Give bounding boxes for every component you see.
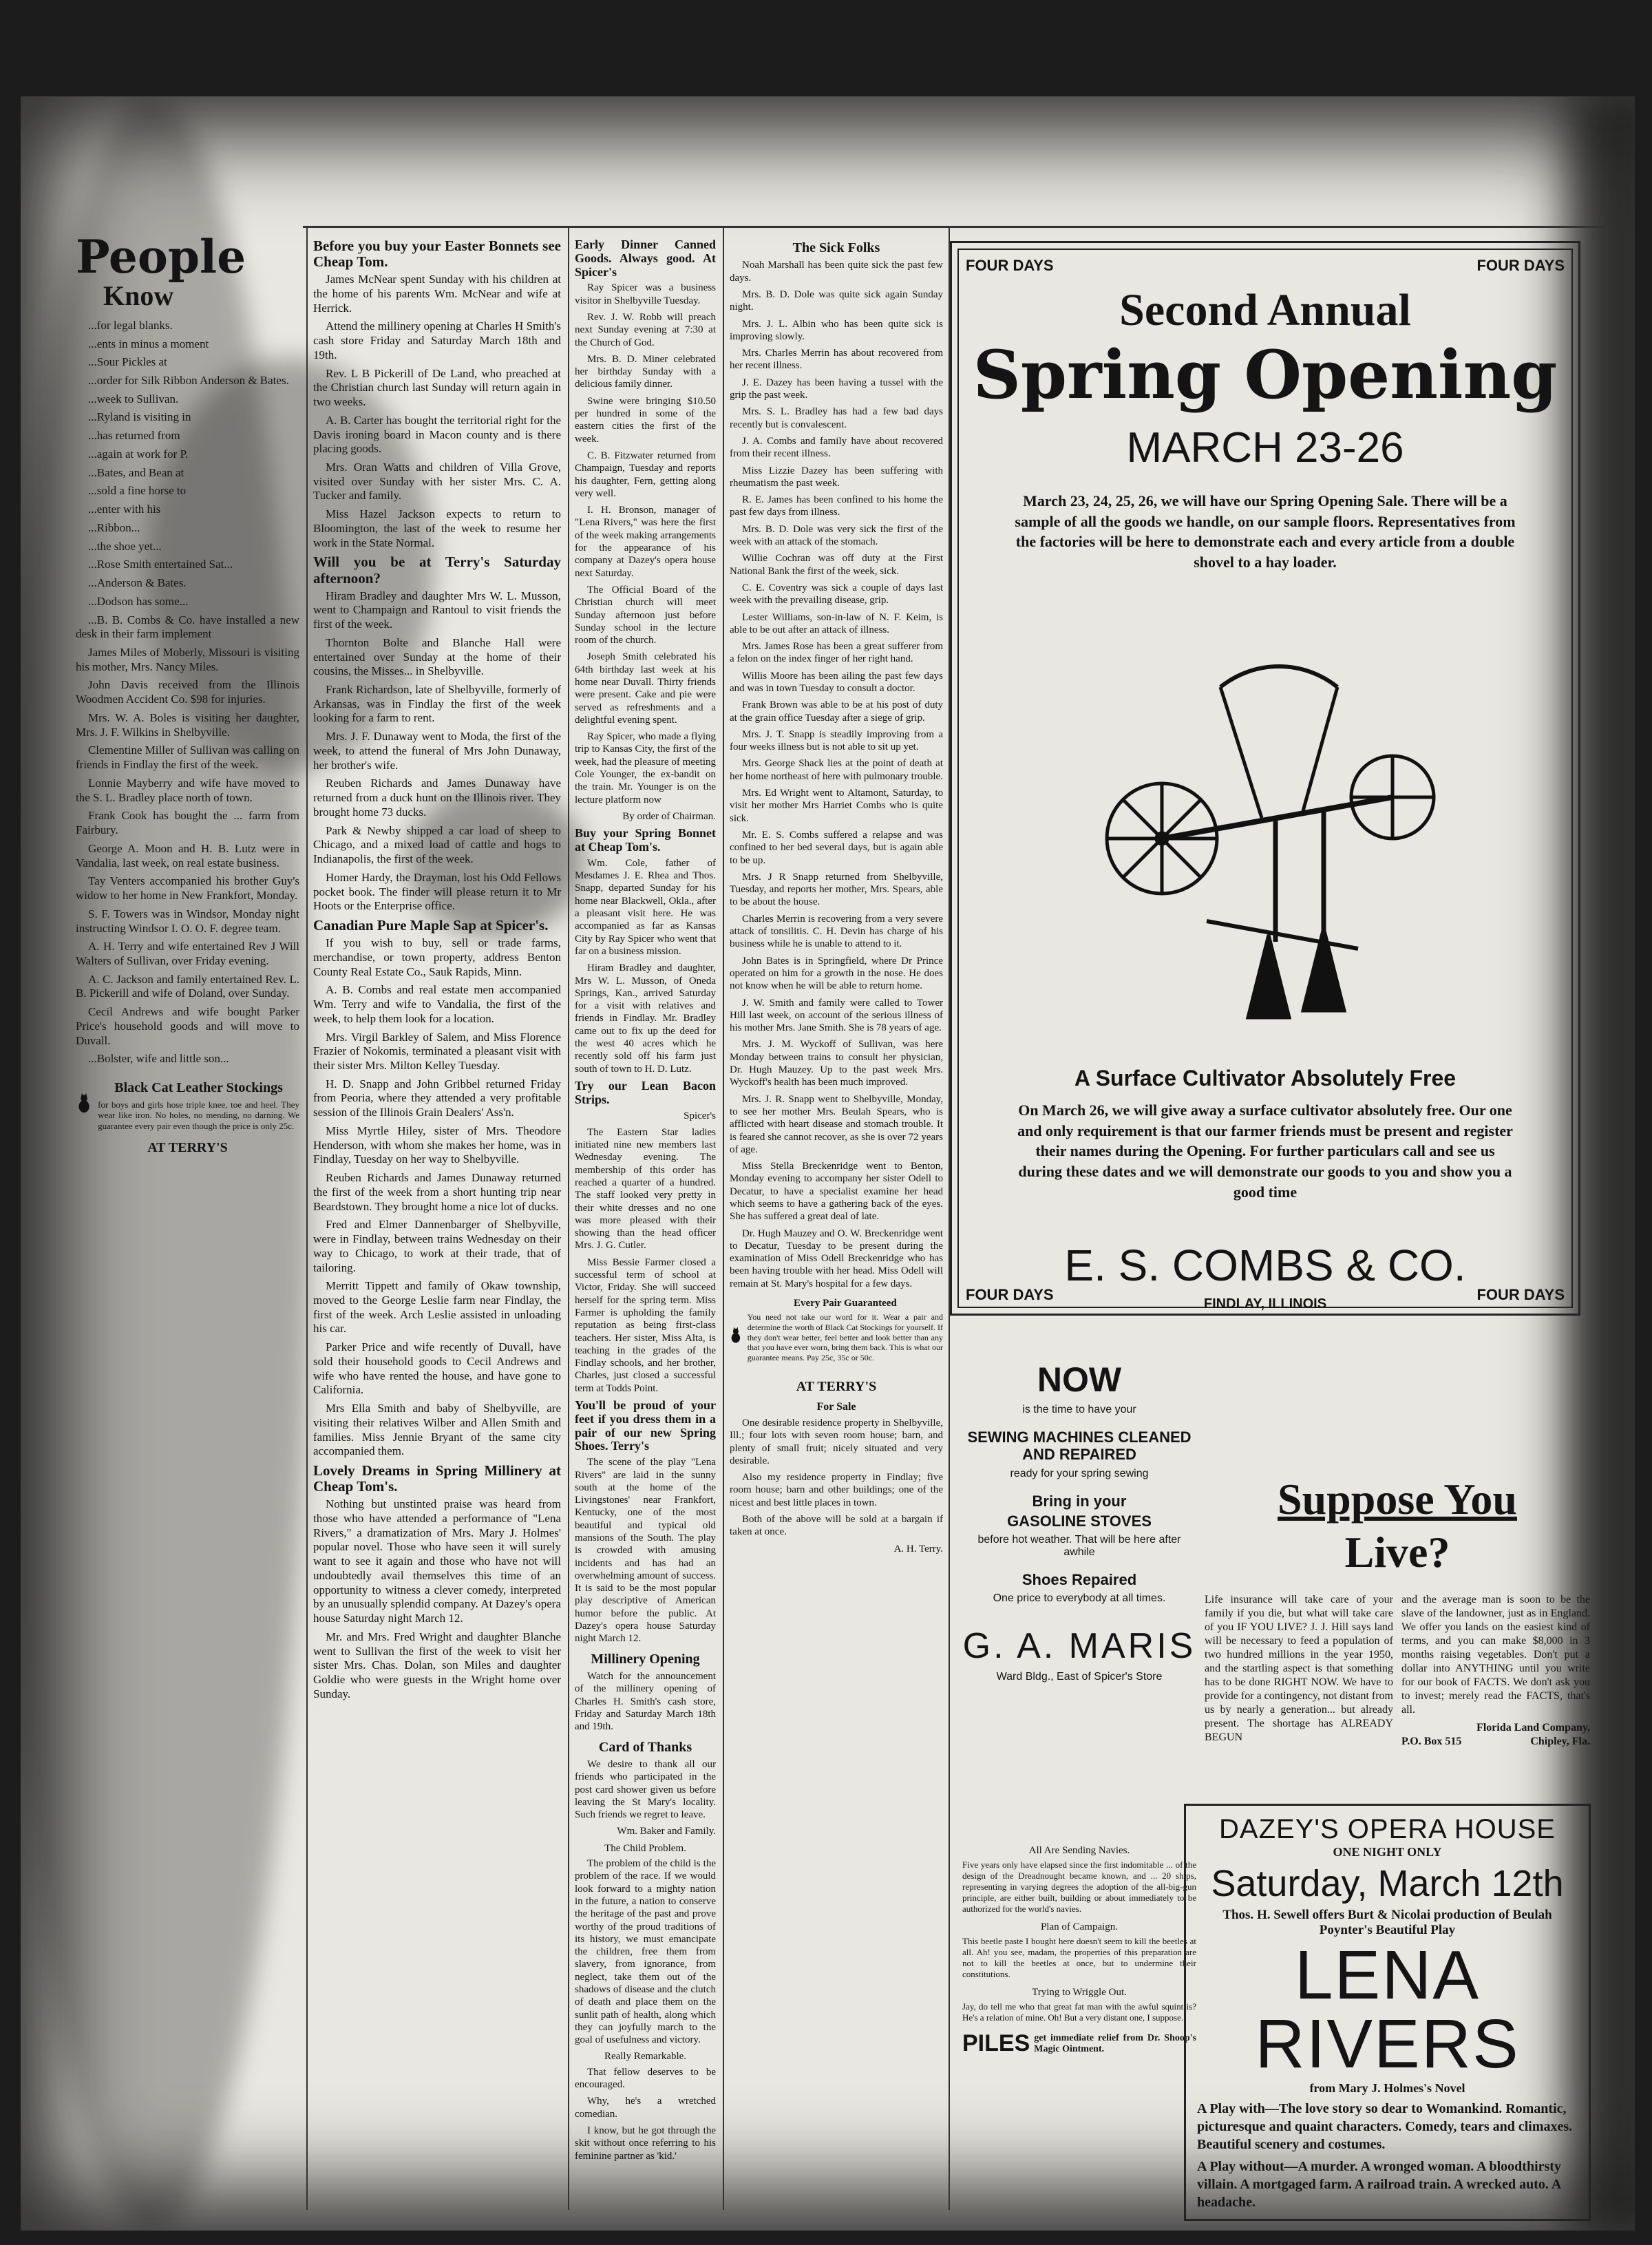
news-item: ...B. B. Combs & Co. have installed a new desk in their farm implement [76,613,299,641]
news-items [730,1417,943,1539]
ad-title-1: Second Annual [1119,285,1411,335]
news-item: Mrs. J. T. Snapp is steadily improving from a four weeks illness but is not able to sit up yet. [730,728,943,753]
news-item: This beetle paste I bought here doesn't seem to kill the beetles at all. Ah! you see, madam, the properties of this preparation are not to kill the beetles at once, but to undermine their constitutions. [962,1936,1196,1979]
news-item: A. C. Jackson and family entertained Rev. L. B. Pickerill and wife of Doland, over Sunday. [76,972,299,1000]
news-item: Willie Cochran was off duty at the First National Bank the first of the week, sick. [730,553,943,577]
news-item: Clementine Miller of Sullivan was calling on friends in Findlay the first of the week. [76,744,299,772]
news-item: Ray Spicer was a business visitor in Shelbyville Tuesday. [575,282,716,306]
news-item: Nothing but unstinted praise was heard from those who have attended a performance of "Lena Rivers," a dramatization of Mrs. Mary J. Holmes' popular novel. Those who have seen it will surely want to see it again and those who have not will undoubtedly avail themselves this time of an opportunity to witness a clever comedy, interpreted by an unusually splendid company. At Dazey's opera house Saturday night March 12. [313,1497,561,1625]
news-item: Park & Newby shipped a car load of sheep to Chicago, and a mixed load of cattle and hogs to Indianapolis, the first of the week. [313,823,561,866]
news-item: Five years only have elapsed since the first indomitable ... of the design of the Dreadnought became known, and ... 20 ships, representing in varying degrees the adoption of the all-big-gun principle, are either built, building or about immediately to be authorized for the world's navies. [962,1859,1196,1914]
ad-item: GASOLINE STOVES [1007,1512,1152,1530]
news-item: ...week to Sullivan. [88,392,179,405]
news-item: ...enter with his [88,503,161,516]
news-item: Frank Brown was able to be at his post of duty at the grain office Tuesday after a siege of grip. [730,699,943,724]
ad-firm: Florida Land Company, [1476,1721,1590,1733]
news-item: Mrs. James Rose has been a great sufferer from a felon on the index finger of her right hand. [730,641,943,665]
ad-body: March 23, 24, 25, 26, we will have our Spring Opening Sale. There will be a sample of all the goods we handle, on our sample floors. Representatives from the factories will be here to demonstrate each and every article from a double shovel to a hay loader. [1015,492,1516,571]
news-item: J. W. Smith and family were called to Tower Hill last week, on account of the serious illness of his mother Mrs. Jane Smith. She is 78 years of age. [730,997,943,1034]
news-item: A. H. Terry and wife entertained Rev J Will Walters of Sullivan, over Friday evening. [76,940,299,967]
subheading: Really Remarkable. [604,2051,687,2063]
ad-line: ready for your spring sewing [1010,1467,1149,1479]
ad-address: P.O. Box 515 [1401,1735,1462,1747]
column-rule [306,227,308,2210]
headline: Millinery Opening [591,1651,700,1667]
news-item: Mrs. Ed Wright went to Altamont, Saturday, to visit her mother Mrs Harriet Combs who is quite sick. [730,788,943,824]
headline: Lovely Dreams in Spring Millinery at Cheap Tom's. [313,1462,561,1495]
news-item: Frank Cook has bought the ... farm from Fairbury. [76,809,299,837]
news-item: ...has returned from [88,429,180,443]
ad-location: FINDLAY, ILLINOIS [1203,1296,1327,1311]
column-3 [575,234,716,2210]
news-item: ...ents in minus a moment [88,337,209,350]
news-item: Hiram Bradley and daughter Mrs W. L. Musson, went to Champaign and Rantoul to visit friends the first of the week. [313,589,561,631]
ad-line: One price to everybody at all times. [993,1592,1166,1605]
news-item: ...Sour Pickles at [88,355,167,369]
news-item: Frank Richardson, late of Shelbyville, formerly of Arkansas, was in Findlay the first of the week looking for a farm to rent. [313,683,561,725]
terry-stocking-ad [730,1297,943,1373]
cultivator-illustration [1097,632,1441,1045]
news-item: A. B. Combs and real estate men accompanied Wm. Terry and wife to Vandalia, the first of the week, to help them look for a location. [313,983,561,1025]
news-item: The problem of the child is the problem of the race. If we would look forward to a mighty nation in the future, a nation to conserve the heritage of the past and prove worthy of the proud traditions of its history, we must emancipate the children, free them from slavery, from ignorance, from neglect, take them out of the shadows of disease and the clutch of death and place them on the sunlit path of health, along which they can joyfully march to the goal of usefulness and victory. [575,1858,716,2046]
news-item: Mrs Ella Smith and baby of Shelbyville, are visiting their relatives Wilber and Allen Smith and families. Miss Jennie Bryant of the same city accompanied them. [313,1402,561,1458]
news-item: Miss Myrtle Hiley, sister of Mrs. Theodore Henderson, with whom she makes her home, was in Findlay, Tuesday on her way to Shelbyville. [313,1124,561,1166]
ad-title-2: Spring Opening [973,336,1558,414]
news-items [575,1126,716,1395]
headline: You'll be proud of your feet if you dress them in a pair of our new Spring Shoes. Terry's [575,1398,716,1453]
ad-item: SEWING MACHINES CLEANED AND REPAIRED [967,1429,1192,1464]
ad-body [1205,1593,1590,1749]
news-item: ...again at work for P. [88,447,189,461]
news-items [575,2066,716,2162]
news-item: Rev. L B Pickerill of De Land, who preached at the Christian church last Sunday will return again in two weeks. [313,366,561,409]
black-cat-icon [730,1297,742,1373]
news-items [313,1497,561,1701]
column-1 [76,234,299,2210]
ad-item: Bring in your [1032,1492,1127,1510]
ad-name: G. A. MARIS [962,1626,1196,1667]
ad-line: before hot weather. That will be here after awhile [977,1534,1181,1559]
opera-blurb: A Play with—The love story so dear to Womankind. Romantic, picturesque and quaint characters. Comedy, tears and climaxes. Beautiful scenery and costumes. [1197,2101,1573,2152]
ad-line: is the time to have your [1022,1404,1136,1415]
news-item: ...Ryland is visiting in [88,410,191,424]
news-item: Lonnie Mayberry and wife have moved to the S. L. Bradley place north of town. [76,776,299,804]
news-item: Miss Hazel Jackson expects to return to Bloomington, the last of the week to resume her work in the State Normal. [313,507,561,549]
ad-body-text: and the average man is soon to be the slave of the landowner, just as in England. We offer you lands on the easiest kind of terms, and you can make $8,000 in 3 months raising vegetables. Don't put a dollar into ANYTHING until you write for our book of FACTS. We don't ask you to invest; merely read the FACTS, that's all. [1401,1593,1590,1716]
piles-ad [962,2030,1196,2057]
news-item: Watch for the announcement of the millinery opening of Charles H. Smith's cash store, Friday and Saturday March 18th and 19th. [575,1671,716,1733]
black-cat-ad [76,1072,299,1134]
news-item: Attend the millinery opening at Charles H Smith's cash store Friday and Saturday March 18th and 19th. [313,319,561,361]
news-item: The scene of the play "Lena Rivers" are laid in the sunny south at the home of the Livingstones' near Frankfort, Kentucky, one of the most beautiful and typical old mansions of the South. The play is crowded with amusing incidents and has had an overwhelming amount of success. It is said to be the most popular play descriptive of American humor before the public. At Dazey's opera house Saturday night March 12. [575,1457,716,1645]
news-item: That fellow deserves to be encouraged. [575,2066,716,2091]
headline: Canadian Pure Maple Sap at Spicer's. [313,917,549,934]
news-item: Mrs. Oran Watts and children of Villa Grove, visited over Sunday with her sister Mrs. C. A. Tucker and family. [313,461,561,503]
florida-land-ad [1205,1473,1590,1749]
combs-spring-opening-ad [950,241,1580,1316]
ad-address: Ward Bldg., East of Spicer's Store [996,1671,1163,1683]
signature: By order of Chairman. [622,810,716,822]
black-cat-icon [76,1072,92,1134]
news-item: One desirable residence property in Shelbyville, Ill.; four lots with seven room house; barn, and plenty of small fruit; nicely situated and very desirable. [730,1417,943,1466]
ad-corner-label: FOUR DAYS [1476,1286,1565,1303]
ad-body-col: Life insurance will take care of your family if you die, but what will take care of you IF YOU LIVE? J. J. Hill says land will be necessary to feed a population of two hundred millions in the year 1950, and the startling aspect is that something has to be done RIGHT NOW. We have to provide for a contingency, not distant from us by nearly a generation... but already present. The shortage has ALREADY BEGUN [1205,1593,1393,1743]
news-item: Mrs. J. F. Dunaway went to Moda, the first of the week, to attend the funeral of Mrs John Dunaway, her brother's wife. [313,730,561,772]
news-item: Thornton Bolte and Blanche Hall were entertained over Sunday at the home of their cousins, the Misses... in Shelbyville. [313,635,561,678]
ad-address-row [1401,1735,1590,1749]
news-item: ...Dodson has some... [88,594,189,608]
headline: Try our Lean Bacon Strips. [575,1078,716,1106]
news-item: Why, he's a wretched comedian. [575,2096,716,2120]
news-item: John Bates is in Springfield, where Dr Prince operated on him for a growth in the nose. He does not know when he will be able to return home. [730,955,943,992]
news-item: If you wish to buy, sell or trade farms, merchandise, or town property, address Benton County Real Estate Co., Sauk Rapids, Minn. [313,936,561,978]
news-item: Mrs. B. D. Dole was very sick the first of the week with an attack of the stomach. [730,523,943,548]
news-items [575,1758,716,1821]
headline: Card of Thanks [598,1739,692,1755]
news-item: Swine were bringing $10.50 per hundred in some of the eastern cities the first of the week. [575,395,716,445]
black-cat-ad-text: for boys and girls hose triple knee, toe and heel. They wear like iron. No holes, no mending, no darning. We guarantee every pair even though the price is only 25c. [98,1099,299,1132]
news-item: Mrs. J. M. Wyckoff of Sullivan, was here Monday between trains to consult her physician, Dr. Hugh Mauzey. Up to the past week Mrs. Wyckoff's health has been much improved. [730,1039,943,1088]
masthead-subtitle: Know [103,280,174,311]
subheading: All Are Sending Navies. [1028,1845,1130,1856]
news-items [575,1857,716,2046]
ad-store: AT TERRY'S [796,1379,877,1395]
opera-night: ONE NIGHT ONLY [1333,1845,1442,1859]
piles-ad-title: PILES [962,2030,1030,2056]
news-item: Homer Hardy, the Drayman, lost his Odd Fellows pocket book. The finder will please return it to Mr Hoots or the Enterprise office. [313,870,561,913]
ad-city: Chipley, Fla. [1530,1735,1590,1747]
news-item: Mrs. B. D. Miner celebrated her birthday Sunday with a delicious family dinner. [575,353,716,390]
news-item: Wm. Cole, father of Mesdames J. E. Rhea and Thos. Snapp, departed Sunday for his home near Blackwell, Okla., after a pleasant visit here. He was accompanied as far as Kansas City by Ray Spicer who went that far on a business mission. [575,857,716,957]
news-item: Tay Venters accompanied his brother Guy's widow to her home in New Frankfort, Monday. [76,874,299,903]
subheading: The Child Problem. [604,1842,686,1854]
news-item: Lester Williams, son-in-law of N. F. Keim, is able to be out after an attack of illness. [730,611,943,635]
news-item: Mrs. B. D. Dole was quite sick again Sunday night. [730,288,943,313]
news-items [575,282,716,806]
opera-date: Saturday, March 12th [1211,1863,1564,1904]
news-item: Parker Price and wife recently of Duvall, have sold their household goods to Cecil Andrews and wife who have rented the house, and have gone to California. [313,1340,561,1397]
news-item: Mrs. George Shack lies at the point of death at her home northeast of here with pulmonary trouble. [730,758,943,782]
news-item: Ray Spicer, who made a flying trip to Kansas City, the first of the week, had the pleasure of meeting Cole Younger, the ex-bandit on the train. Mr. Younger is on the lecture platform now [575,731,716,805]
news-item: ...Ribbon... [88,520,140,534]
misc-items [962,1845,1196,2057]
column-2 [313,234,561,2210]
news-item: Mrs. J R Snapp returned from Shelbyville, Tuesday, and reports her mother, Mrs. Spears, able to be about the house. [730,871,943,908]
ad-body-2: On March 26, we will give away a surface cultivator absolutely free. Our one and only requirement is that our farmer friends must be present and register their names during the Opening. For further particulars call and see us during these dates and we will demonstrate our goods to you and show you a good time [1017,1102,1513,1201]
subheading: Plan of Campaign. [1040,1921,1119,1932]
news-item: Fred and Elmer Dannenbarger of Shelbyville, were in Findlay, between trains Wednesday on their way to Chicago, to work at their trade, that of tailoring. [313,1218,561,1274]
news-item: J. A. Combs and family have about recovered from their recent illness. [730,435,943,460]
news-item: C. E. Coventry was sick a couple of days last week with the prevailing disease, grip. [730,582,943,607]
news-item: ...the shoe yet... [88,539,162,553]
opera-blurb: A Play without—A murder. A wronged woman. A bloodthirsty villain. A mortgaged farm. A railroad train. A wrecked auto. A headache. [1197,2159,1561,2210]
news-item: Mrs. J. R. Snapp went to Shelbyville, Monday, to see her mother Mrs. Beulah Spears, who is afflicted with heart disease and stomach trouble. It is feared she cannot recover, as she is over 72 years of age. [730,1093,943,1155]
news-item: Mrs. Charles Merrin has about recovered from her recent illness. [730,348,943,372]
news-item: Mrs. W. A. Boles is visiting her daughter, Mrs. J. F. Wilkins in Shelbyville. [76,710,299,739]
news-item: Joseph Smith celebrated his 64th birthday last week at his home near Duvall. Thirty friends were present. Cake and pie were served as refreshments and a delightful evening spent. [575,651,716,726]
news-item: ...Bates, and Bean at [88,465,184,479]
signature: A. H. Terry. [893,1543,943,1554]
news-item: I. H. Bronson, manager of "Lena Rivers," was here the first of the week making arrangements for the appearance of his company at Dazey's opera house next Saturday. [575,505,716,579]
black-cat-ad-store: AT TERRY'S [147,1140,228,1156]
headline: Will you be at Terry's Saturday afternoon? [313,554,561,587]
news-item: Willis Moore has been ailing the past few days and was in town Tuesday to consult a doctor. [730,670,943,694]
news-item: Charles Merrin is recovering from a very severe attack of tonsilitis. C. H. Devin has charge of his business while he is unable to attend to it. [730,913,943,950]
news-item: Noah Marshall has been quite sick the past few days. [730,260,943,284]
news-items [575,1670,716,1733]
column-rule [568,227,569,2210]
news-item: Reuben Richards and James Dunaway returned the first of the week from a short hunting trip near Beardstown. They brought home a nice lot of ducks. [313,1171,561,1213]
news-item: C. B. Fitzwater returned from Champaign, Tuesday and reports his daughter, Fern, getting along very well. [575,450,716,499]
ad-title-1: Suppose You [1277,1475,1518,1524]
ad-body-col [1401,1593,1590,1749]
ad-dates: MARCH 23-26 [1126,424,1404,472]
news-item: Merritt Tippett and family of Okaw township, moved to the George Leslie farm near Findlay, the first of the week. Arch Leslie assisted in unloading his car. [313,1279,561,1336]
masthead-title: People [76,234,246,284]
news-item: ...sold a fine horse to [88,484,187,498]
news-item: George A. Moon and H. B. Lutz were in Vandalia, last week, on real estate business. [76,841,299,869]
piles-ad-text: get immediate relief from Dr. Shoop's Magic Ointment. [1034,2032,1196,2054]
subheading: Trying to Wriggle Out. [1032,1987,1127,1998]
top-rule [303,226,1607,228]
news-item: Cecil Andrews and wife bought Parker Price's household goods and will move to Duvall. [76,1005,299,1047]
news-item: R. E. James has been confined to his home the past few days from illness. [730,494,943,518]
col1-items [76,319,299,1066]
news-item: Both of the above will be sold at a bargain if taken at once. [730,1514,943,1538]
opera-play-title: LENA RIVERS [1255,1937,1520,2083]
news-item: John Davis received from the Illinois Woodmen Accident Co. $98 for injuries. [76,678,299,706]
news-items [575,857,716,1075]
ad-text: You need not take our word for it. Wear a pair and determine the worth of Black Cat Stockings for yourself. If they don't wear better, feel better and look better than any that you have ever worn, bring them back. This is what our guarantee means. Pay 25c, 35c or 50c. [747,1312,943,1362]
news-item: ...Anderson & Bates. [88,576,187,590]
ad-firm-name: E. S. COMBS & CO. [1064,1241,1466,1290]
opera-novel: from Mary J. Holmes's Novel [1309,2081,1465,2095]
news-items [575,1456,716,1645]
news-item: James McNear spent Sunday with his children at the home of his parents Wm. McNear and wife at Herrick. [313,273,561,315]
news-item: Mrs. J. L. Albin who has been quite sick is improving slowly. [730,318,943,342]
news-item: Hiram Bradley and daughter, Mrs W. L. Musson, of Oneda Springs, Kan., arrived Saturday for a visit with relatives and friends in Findlay. Mr. Bradley came out to fix up the deed for the west 40 acres which he recently sold off his farm just south of town to H. D. Lutz. [575,962,716,1075]
news-item: Miss Bessie Farmer closed a successful term of school at Victor, Friday. She will succeed herself for the spring term. Miss Farmer is upholding the family reputation as being first-class teachers. Her sister, Miss Alta, is teaching in the grades of the Findlay schools, and her brother, Charles, just closed a successful term at Todds Point. [575,1256,716,1394]
ad-corner-label: FOUR DAYS [966,257,1054,274]
news-item: The Eastern Star ladies initiated nine new members last Wednesday evening. The membership of this order has reached a quarter of a hundred. The staff looked very pretty in their white dresses and no one was more pleased with their showing than the head officer Mrs. J. G. Cutler. [575,1126,716,1252]
ad-head: Every Pair Guaranteed [794,1298,897,1309]
ad-corner-label: FOUR DAYS [1476,257,1565,274]
news-item: The Official Board of the Christian church will meet Sunday afternoon just before Sunday school in the lecture room of the church. [575,584,716,646]
news-item: H. D. Snapp and John Gribbel returned Friday from Peoria, where they attended a very profitable session of the Illinois Grain Dealers' Ass'n. [313,1077,561,1119]
news-item: Mr. and Mrs. Fred Wright and daughter Blanche went to Sullivan the first of the week to visit her sister Mrs. Chas. Dolan, son Miles and daughter Goldie who were guests in the Wright home over Sunday. [313,1630,561,1700]
headline: The Sick Folks [792,240,880,255]
news-items [313,589,561,914]
opera-producer: Thos. H. Sewell offers Burt & Nicolai production of Beulah Poynter's Beautiful Play [1222,1908,1552,1937]
newspaper-page [21,96,1635,2231]
black-cat-ad-title: Black Cat Leather Stockings [114,1080,283,1096]
news-item: Rev. J. W. Robb will preach next Sunday evening at 7:30 at the Church of God. [575,311,716,348]
headline: Before you buy your Easter Bonnets see Cheap Tom. [313,238,561,271]
column-4 [730,234,943,2210]
news-item: J. E. Dazey has been having a tussel with the grip the past week. [730,377,943,401]
news-items [313,273,561,550]
news-item: ...order for Silk Ribbon Anderson & Bates. [88,374,289,387]
ad-now: NOW [1037,1360,1122,1399]
headline: For Sale [816,1401,856,1413]
headline: Buy your Spring Bonnet at Cheap Tom's. [575,826,716,854]
news-item: Jay, do tell me who that great fat man with the awful squint is? He's a relation of mine. Oh! But a very distant one, I suppose. [962,2001,1196,2023]
news-item: S. F. Towers was in Windsor, Monday night instructing Windsor I. O. O. F. degree team. [76,907,299,935]
ad-corner-label: FOUR DAYS [966,1286,1054,1303]
news-item: We desire to thank all our friends who participated in the post card shower given us before leaving the St Mary's locality. Such friends we regret to leave. [575,1758,716,1821]
news-item: Miss Lizzie Dazey has been suffering with rheumatism the past week. [730,465,943,489]
news-item: ...Rose Smith entertained Sat... [88,558,233,571]
news-item: Mrs. S. L. Bradley has had a few bad days recently but is convalescent. [730,406,943,430]
news-item: Also my residence property in Findlay; five room house; barn and other buildings; one of the nicest and best little places in town. [730,1472,943,1508]
headline: Early Dinner Canned Goods. Always good. At Spicer's [575,238,716,279]
news-item: Reuben Richards and James Dunaway have returned from a duck hunt on the Illinois river. They brought home 73 ducks. [313,777,561,819]
news-item: James Miles of Moberly, Missouri is visiting his mother, Mrs. Nancy Miles. [76,646,299,673]
news-items [730,259,943,1290]
column-rule [723,227,724,2210]
news-item: Mr. E. S. Combs suffered a relapse and was confined to her bed several days, but is again able to be up. [730,829,943,866]
news-item: Mrs. Virgil Barkley of Salem, and Miss Florence Frazier of Nokomis, terminated a pleasant visit with their sister Mrs. Milton Kelley Tuesday. [313,1030,561,1072]
opera-house-name: DAZEY'S OPERA HOUSE [1219,1814,1556,1844]
news-item: Dr. Hugh Mauzey and O. W. Breckenridge went to Decatur, Tuesday to be present during the examination of Miss Odell Breckenridge who has been having trouble with her head. Miss Odell will remain at St. Mary's hospital for a few days. [730,1227,943,1289]
news-item: ...for legal blanks. [88,318,173,332]
news-item: I know, but he got through the skit without once referring to his feminine partner as 'kid.' [575,2125,716,2162]
ad-item: Shoes Repaired [1021,1571,1137,1589]
news-item: ...Bolster, wife and little son... [88,1052,229,1066]
signature: Spicer's [684,1110,716,1121]
news-item: A. B. Carter has bought the territorial right for the Davis ironing board in Macon county and is there placing goods. [313,413,561,456]
opera-house-ad [1184,1804,1591,2221]
signature: Wm. Baker and Family. [617,1826,716,1837]
news-items [313,936,561,1459]
ad-headline: A Surface Cultivator Absolutely Free [1074,1066,1457,1090]
news-item: Miss Stella Breckenridge went to Benton, Monday evening to accompany her sister Odell to Decatur, to have a specialist examine her head which seems to have a gathering back of the eyes. She has suffered a great deal of late. [730,1161,943,1223]
ad-title-2: Live? [1344,1527,1450,1577]
